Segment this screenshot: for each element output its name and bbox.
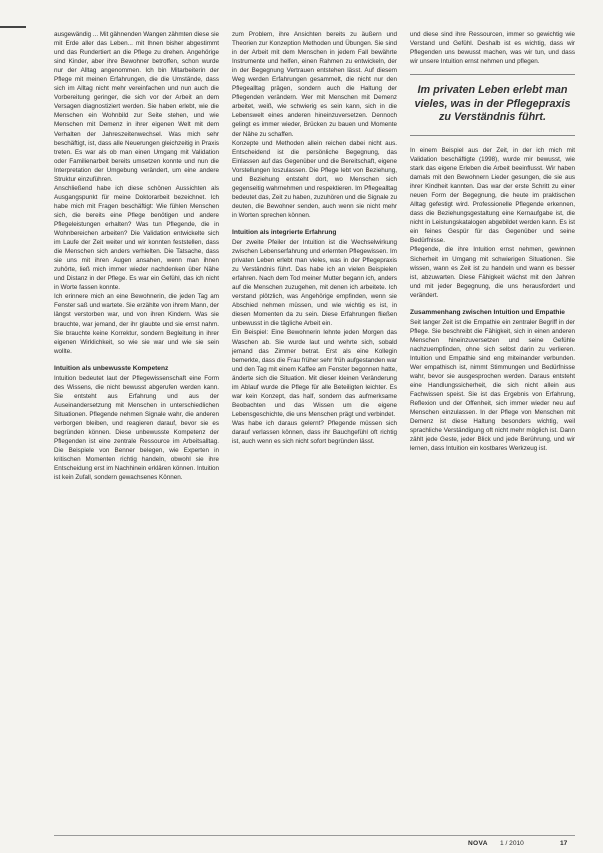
- page-number: 17: [560, 840, 568, 847]
- paragraph: Ein Beispiel: Eine Bewohnerin lehnte jeden Morgen das Waschen ab. Sie wurde laut und wehrte sich, sobald jemand das Zimmer betrat. Erst als eine Kollegin bemerkte, dass die Frau früher sehr früh aufgestanden war und den Tag mit einem Kaffee am Fenster begonnen hatte, änderte sich die Situation. Mit dieser kleinen Veränderung im Ablauf wurde die Pflege für alle Beteiligten leichter. Es war kein Konzept, das half, sondern das aufmerksame Beobachten und das Wissen um die eigene Lebensgeschichte, die uns Menschen prägt und verbindet.: [232, 329, 397, 418]
- paragraph: Seit langer Zeit ist die Empathie ein zentraler Begriff in der Pflege. Sie beschreibt die Fähigkeit, sich in einen anderen Menschen hineinzuversetzen und seine Gefühle nachzuempfinden, ohne sich selbst darin zu verlieren. Intuition und Empathie sind eng miteinander verbunden. Wer empathisch ist, nimmt Stimmungen und Bedürfnisse wahr, bevor sie ausgesprochen werden. Daraus entsteht eine Handlungssicherheit, die sich nicht allein aus Fachwissen speist. Sie ist das Ergebnis von Erfahrung, Reflexion und der Offenheit, sich immer wieder neu auf Menschen einzulassen. In der Pflege von Menschen mit Demenz ist diese Haltung besonders wichtig, weil sprachliche Verständigung oft nicht mehr möglich ist. Dann zählt jede Geste, jeder Blick und jede Berührung, und wir lernen, dass Intuition ein kostbares Werkzeug ist.: [410, 318, 575, 453]
- paragraph: Der zweite Pfeiler der Intuition ist die Wechselwirkung zwischen Lebenserfahrung und erlernten Pflegewissen. Im privaten Leben erlebt man vieles, was in der Pflegepraxis zu Verständnis führt. Das habe ich an vielen Beispielen erfahren. Nach dem Tod meiner Mutter begann ich, anders auf die Menschen zuzugehen, mit denen ich arbeitete. Ich verstand plötzlich, was Angehörige empfinden, wenn sie Abschied nehmen müssen, und wie wichtig es ist, in diesen Momenten da zu sein. Diese Erfahrungen fließen unbewusst in die tägliche Arbeit ein.: [232, 238, 397, 328]
- section-heading-intuition-empathy: Zusammenhang zwischen Intuition und Empathie: [410, 308, 565, 316]
- column-left: [54, 30, 219, 815]
- paragraph: Ich erinnere mich an eine Bewohnerin, die jeden Tag am Fenster saß und wartete. Sie erzählte von ihrem Mann, der längst verstorben war, und von ihren Kindern. Was sie brauchte, war jemand, der ihr glaubte und sie ernst nahm. Sie brauchte keine Korrektur, sondern Begleitung in ihrer eigenen Wirklichkeit, so wie sie war und wie sie sein wollte.: [54, 293, 219, 355]
- section-heading-intuition-integrated: Intuition als integrierte Erfahrung: [232, 228, 337, 236]
- paragraph: Anschließend habe ich diese schönen Aussichten als Ausgangspunkt für meine Doktorarbeit bezeichnet. Ich habe mich mit Fragen beschäftigt: Wie fühlen Menschen sich, die bereits eine Pflege benötigen und andere Pflegeleistungen erhalten? Was tun Pflegende, die in Wohnbereichen arbeiten? Die Validation entwickelte sich im Laufe der Zeit weiter und wir konnten feststellen, dass die Menschen sich anders verhielten. Die Tatsache, dass sie uns mit ihren Augen ansahen, wenn man ihnen zuhörte, ließ mich immer wieder nachdenken über Nähe und Distanz in der Pflege. Es war ein Gefühl, das ich nicht in Worte fassen konnte.: [54, 184, 219, 292]
- pull-quote: Im privaten Leben erlebt man vieles, was in der Pflegepraxis zu Verständnis führt.: [410, 74, 575, 136]
- paragraph: Was habe ich daraus gelernt? Pflegende müssen sich darauf verlassen können, dass ihr Bauchgefühl oft richtig ist, auch wenn es sich nicht sofort begründen lässt.: [232, 419, 397, 446]
- issue-number: 1 / 2010: [500, 840, 524, 847]
- paragraph: Intuition bedeutet laut der Pflegewissenschaft eine Form des Wissens, die nicht bewusst abgerufen werden kann. Sie entsteht aus Erfahrung und aus der Auseinandersetzung mit Menschen in unterschiedlichen Situationen. Pflegende nehmen Signale wahr, die anderen verborgen bleiben, und reagieren darauf, bevor sie es begründen können. Diese unbewusste Kompetenz der Pflegenden ist eine zentrale Ressource im Arbeitsalltag. Die Beispiele von Benner belegen, wie Experten in kritischen Momenten richtig handeln, obwohl sie ihre Entscheidung erst im Nachhinein erklären können. Intuition ist kein Zufall, sondern gewachsenes Können.: [54, 374, 219, 482]
- paragraph: Pflegende, die ihre Intuition ernst nehmen, gewinnen Sicherheit im Umgang mit schwierigen Situationen. Sie wissen, wann es Zeit ist zu handeln und wann es besser ist, abzuwarten. Diese Fähigkeit wächst mit den Jahren und mit jeder Begegnung, die uns herausfordert und verändert.: [410, 246, 575, 299]
- magazine-name: NOVA: [468, 840, 488, 847]
- footer-divider: [54, 835, 575, 836]
- crop-mark: [0, 26, 26, 28]
- paragraph: und diese sind ihre Ressourcen, immer so gewichtig wie Verstand und Gefühl. Deshalb ist es wichtig, dass wir Pflegenden uns bewusst machen, was wir tun, und dass wir unsere Intuition ernst nehmen und pflegen.: [410, 31, 575, 66]
- paragraph: zum Problem, ihre Ansichten bereits zu äußern und Theorien zur Konzeption Methoden und Übungen. Sie sind in der Arbeit mit dem Menschen in jedem Fall bewährte Instrumente und helfen, einen Rahmen zu entwickeln, der in der Begegnung Vertrauen entstehen lässt. Auf diesem Weg werden Erfahrungen gesammelt, die nicht nur den Pflegealltag prägen, sondern auch die Haltung der Pflegenden verändern. Wer mit Menschen mit Demenz arbeitet, weiß, wie schwierig es sein kann, sich in die Lebenswelt eines anderen hineinzuversetzen. Dennoch gelingt es immer wieder, Brücken zu bauen und Momente der Nähe zu schaffen.: [232, 31, 397, 138]
- article-body: [54, 30, 575, 815]
- page-footer: [0, 840, 603, 852]
- section-heading-intuition-unconscious: Intuition als unbewusste Kompetenz: [54, 364, 169, 372]
- paragraph: ausgewändig ... Mit gähnenden Wangen zähmten diese sie mit Erde aller das Leben... mit Ihnen bisher abgestimmt und das Rundertiert an die Pflege zu drehen. Angehörige sind Kinder, aber ihre Bewohner betroffen, schon wurde nur der Alltag angenommen. Ich bin Mitarbeiterin der Pflege mit meinen Erfahrungen, die die Umstände, dass sich im Alltag nicht mehr vereinfachen und nun auch die Vorbereitung geringer, die sich vor der Arbeit an dem Versagen diagnostiziert werden. Sie haben erlebt, wie die Menschen ein Wohnbild zur Seite stehen, und wie Menschen mit Demenz in ihrer eigenen Welt mit dem Verhalten der Jahreszeitenwechsel. Was mich sehr beschäftigt, ist, dass alle Neuerungen gleichzeitig in Praxis treten. Es war als ob man einen Umgang mit Validation oder Familienarbeit bereits umsetzen konnte und nun die Interpretation der Umgebung verändert, um eine andere Struktur einzuführen.: [54, 31, 219, 183]
- column-middle: [232, 30, 397, 815]
- paragraph: In einem Beispiel aus der Zeit, in der ich mich mit Validation beschäftigte (1998), wurde mir bewusst, wie stark das eigene Erleben die Arbeit beeinflusst. Wir haben damals mit den Bewohnern Lieder gesungen, die sie aus ihrer Kindheit kannten. Das war der erste Schritt zu einer neuen Form der Begegnung, die heute im praktischen Alltag gefestigt wird. Professionelle Pflegende erkennen, dass die Beziehungsgestaltung eine Kernaufgabe ist, die nicht in Leistungskatalogen abgebildet werden kann. Es ist ein feines Gespür für das Gegenüber und seine Bedürfnisse.: [410, 146, 575, 245]
- paragraph: Konzepte und Methoden allein reichen dabei nicht aus. Entscheidend ist die persönliche Begegnung, das Einlassen auf das Gegenüber und die Bereitschaft, eigene Vorstellungen loszulassen. Die Pflege lebt von Beziehung, und Beziehung entsteht dort, wo Menschen sich gegenseitig wahrnehmen und respektieren. Im Pflegealltag bedeutet das, Zeit zu haben, zuzuhören und die Signale zu deuten, die Bewohner senden, auch wenn sie nicht mehr in Worten sprechen können.: [232, 139, 397, 219]
- column-right: [410, 30, 575, 815]
